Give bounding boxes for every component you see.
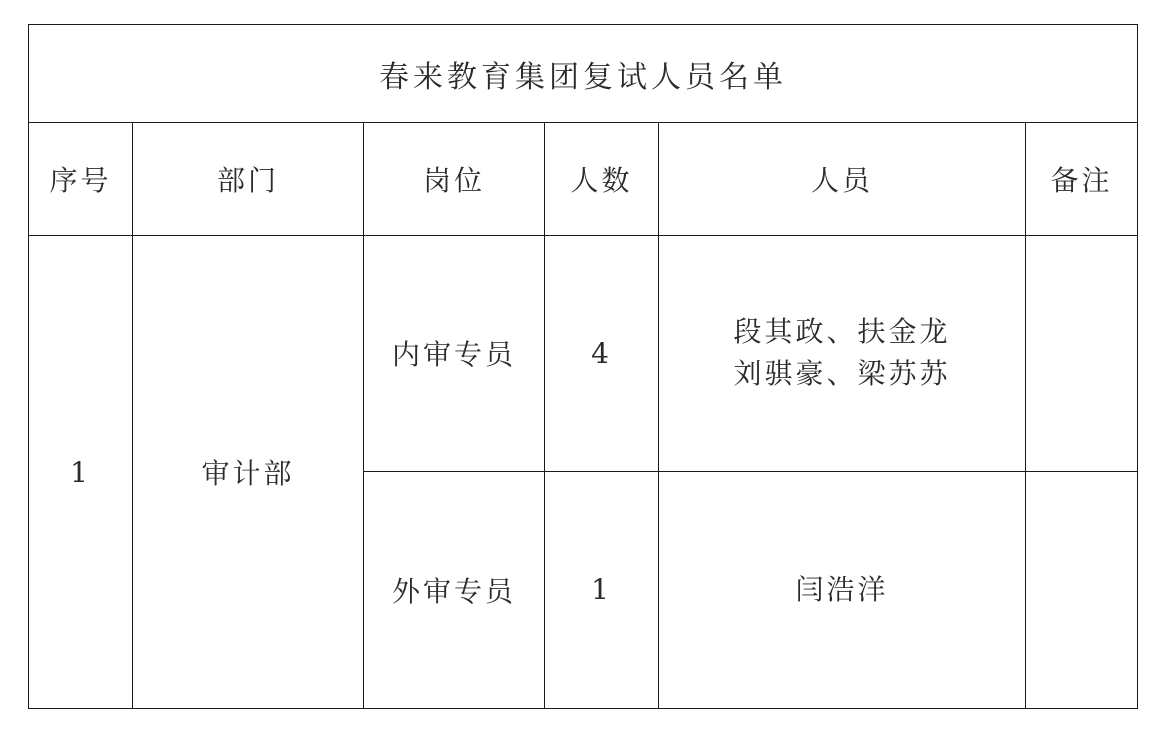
roster-table — [28, 24, 1138, 709]
cell-position: 内审专员 — [364, 236, 545, 471]
header-members: 人员 — [659, 123, 1026, 236]
header-row — [29, 123, 1138, 236]
cell-count: 1 — [545, 471, 659, 708]
cell-members — [659, 471, 1026, 708]
cell-position: 外审专员 — [364, 471, 545, 708]
header-index: 序号 — [29, 123, 133, 236]
cell-remarks — [1026, 471, 1138, 708]
header-remarks: 备注 — [1026, 123, 1138, 236]
cell-members — [659, 236, 1026, 471]
title-row — [29, 25, 1138, 123]
members-line: 刘骐豪、梁苏苏 — [733, 357, 951, 391]
cell-index: 1 — [29, 236, 133, 709]
members-line: 闫浩洋 — [795, 572, 889, 606]
header-count: 人数 — [545, 123, 659, 236]
header-position: 岗位 — [364, 123, 545, 236]
cell-department: 审计部 — [133, 236, 364, 709]
members-line: 段其政、扶金龙 — [733, 315, 951, 349]
header-department: 部门 — [133, 123, 364, 236]
document-title: 春来教育集团复试人员名单 — [29, 25, 1138, 123]
roster-document — [28, 24, 1137, 709]
cell-count: 4 — [545, 236, 659, 471]
cell-remarks — [1026, 236, 1138, 471]
table-row — [29, 236, 1138, 471]
